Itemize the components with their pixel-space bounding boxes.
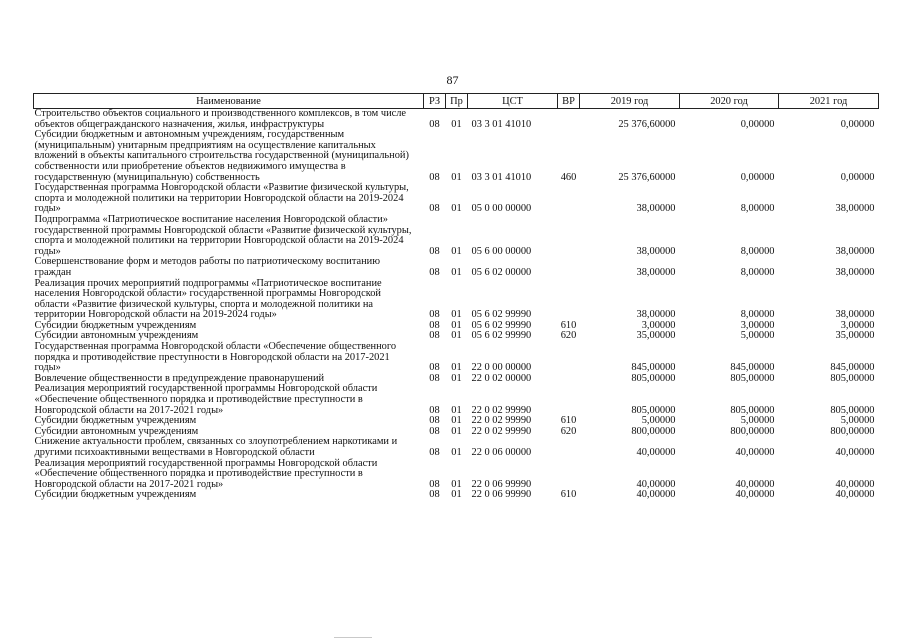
cell-2020: 5,00000 (740, 415, 775, 427)
cell-2019: 805,00000 (631, 372, 676, 384)
cell-2019: 38,00000 (636, 309, 676, 321)
cell-2019: 25 376,60000 (618, 171, 676, 183)
cell-vr (558, 183, 580, 215)
cell-2021: 0,00000 (840, 171, 875, 183)
cell-pr: 01 (451, 404, 462, 416)
cell-2021: 805,00000 (830, 372, 875, 384)
cell-2020: 40,00000 (735, 478, 775, 490)
cell-vr: 610 (560, 319, 577, 331)
cell-vr: 610 (560, 489, 577, 501)
cell-rz: 08 (429, 362, 440, 374)
cell-2021: 40,00000 (835, 447, 875, 458)
table-row (34, 459, 879, 491)
cell-name: Вовлечение общественности в предупреждение правонарушений (34, 372, 325, 384)
cell-cst: 03 3 01 41010 (471, 171, 532, 183)
cell-vr (558, 279, 580, 321)
page-number: 87 (446, 73, 459, 87)
cell-rz: 08 (429, 404, 440, 416)
header-pr: Пр (446, 94, 468, 109)
table-header-row (34, 94, 879, 109)
cell-cst: 22 0 06 99990 (471, 489, 532, 501)
cell-rz: 08 (429, 415, 440, 427)
cell-2019: 38,00000 (636, 203, 676, 215)
cell-2020: 40,00000 (735, 447, 775, 458)
cell-2021: 845,00000 (830, 362, 875, 374)
cell-rz: 08 (429, 171, 440, 183)
scan-artifact (334, 637, 372, 638)
cell-2021: 38,00000 (835, 203, 875, 215)
cell-pr: 01 (451, 171, 462, 183)
header-2021: 2021 год (779, 94, 879, 109)
table-row (34, 183, 879, 215)
cell-2020: 0,00000 (740, 118, 775, 130)
cell-name: Субсидии бюджетным учреждениям (34, 319, 197, 331)
cell-2021: 40,00000 (835, 478, 875, 490)
cell-name: Субсидии автономным учреждениям (34, 425, 199, 437)
cell-pr: 01 (451, 203, 462, 215)
cell-cst: 05 0 00 00000 (471, 203, 532, 215)
header-2019: 2019 год (580, 94, 680, 109)
table-row (34, 257, 879, 278)
cell-2021: 3,00000 (840, 319, 875, 331)
cell-vr: 620 (560, 330, 577, 342)
cell-2021: 35,00000 (835, 330, 875, 342)
budget-table (33, 93, 879, 501)
table-row (34, 490, 879, 501)
header-vr: ВР (558, 94, 580, 109)
cell-name: Субсидии бюджетным и автономным учреждениям, государственным (муниципальным) унитарным предприятиям на осуществление капитальных вложений в объекты капитального строительства государственной (муниципальной) собственности или приобретение объектов недвижимого имущества в государственную (муниципальную) собственность (34, 129, 409, 183)
cell-cst: 22 0 02 99990 (471, 404, 532, 416)
cell-vr (558, 215, 580, 257)
cell-rz: 08 (429, 118, 440, 130)
cell-name: Подпрограмма «Патриотическое воспитание населения Новгородской области» государственной программы Новгородской области «Развитие физической культуры, спорта и молодежной политики на территории Новгородской области на 2019-2024 годы» (34, 213, 412, 257)
cell-2020: 3,00000 (740, 319, 775, 331)
cell-2020: 805,00000 (730, 404, 775, 416)
cell-name: Субсидии автономным учреждениям (34, 330, 199, 342)
cell-cst: 22 0 02 99990 (471, 425, 532, 437)
cell-cst: 22 0 06 00000 (471, 447, 532, 458)
cell-2020: 0,00000 (740, 171, 775, 183)
cell-name: Реализация мероприятий государственной программы Новгородской области «Обеспечение общественного порядка и противодействие преступности в Новгородской области на 2017-2021 годы» (34, 383, 378, 416)
cell-cst: 05 6 02 00000 (471, 266, 532, 278)
cell-2019: 40,00000 (636, 478, 676, 490)
cell-pr: 01 (451, 309, 462, 321)
budget-table-container (33, 93, 878, 501)
cell-2019: 35,00000 (636, 330, 676, 342)
table-row (34, 384, 879, 416)
cell-rz: 08 (429, 319, 440, 331)
cell-pr: 01 (451, 118, 462, 130)
cell-rz: 08 (429, 478, 440, 490)
cell-pr: 01 (451, 478, 462, 490)
cell-pr: 01 (451, 330, 462, 342)
cell-cst: 05 6 02 99990 (471, 309, 532, 321)
cell-vr (558, 342, 580, 374)
cell-vr (558, 109, 580, 131)
cell-2020: 805,00000 (730, 372, 775, 384)
cell-name: Снижение актуальности проблем, связанных со злоупотреблением наркотиками и другими психоактивными веществами в Новгородской области (34, 436, 398, 458)
cell-name: Государственная программа Новгородской области «Развитие физической культуры, спорта и молодежной политики на территории Новгородской области на 2019-2024 годы» (34, 182, 409, 215)
cell-pr: 01 (451, 266, 462, 278)
cell-2019: 40,00000 (636, 447, 676, 458)
cell-rz: 08 (429, 266, 440, 278)
cell-2021: 800,00000 (830, 425, 875, 437)
cell-2021: 805,00000 (830, 404, 875, 416)
cell-rz: 08 (429, 447, 440, 458)
table-body (34, 109, 879, 501)
cell-2020: 8,00000 (740, 203, 775, 215)
cell-cst: 03 3 01 41010 (471, 118, 532, 130)
cell-vr: 620 (560, 425, 577, 437)
cell-pr: 01 (451, 447, 462, 458)
cell-2019: 25 376,60000 (618, 118, 676, 130)
cell-2020: 8,00000 (740, 266, 775, 278)
cell-vr: 460 (560, 171, 577, 183)
cell-pr: 01 (451, 415, 462, 427)
cell-2019: 3,00000 (641, 319, 676, 331)
cell-rz: 08 (429, 425, 440, 437)
cell-cst: 22 0 06 99990 (471, 478, 532, 490)
cell-rz: 08 (429, 372, 440, 384)
cell-name: Совершенствование форм и методов работы по патриотическому воспитанию граждан (34, 256, 381, 278)
cell-rz: 08 (429, 245, 440, 257)
cell-rz: 08 (429, 203, 440, 215)
cell-rz: 08 (429, 489, 440, 501)
cell-2021: 38,00000 (835, 309, 875, 321)
cell-2019: 40,00000 (636, 489, 676, 501)
cell-vr (558, 437, 580, 458)
cell-2021: 5,00000 (840, 415, 875, 427)
cell-name: Государственная программа Новгородской области «Обеспечение общественного порядка и противодействие преступности в Новгородской области на 2017-2021 годы» (34, 341, 397, 374)
cell-vr (558, 459, 580, 491)
header-2020: 2020 год (680, 94, 779, 109)
cell-vr: 610 (560, 415, 577, 427)
table-row (34, 437, 879, 458)
cell-name: Реализация мероприятий государственной программы Новгородской области «Обеспечение общественного порядка и противодействие преступности в Новгородской области на 2017-2021 годы» (34, 457, 378, 490)
cell-2020: 845,00000 (730, 362, 775, 374)
table-row (34, 130, 879, 183)
cell-cst: 05 6 00 00000 (471, 245, 532, 257)
cell-vr (558, 257, 580, 278)
cell-cst: 22 0 02 99990 (471, 415, 532, 427)
cell-2020: 40,00000 (735, 489, 775, 501)
header-cst: ЦСТ (468, 94, 558, 109)
cell-2019: 38,00000 (636, 245, 676, 257)
table-row (34, 342, 879, 374)
cell-name: Реализация прочих мероприятий подпрограммы «Патриотическое воспитание населения Новгородской области» государственной программы Новгородской области «Развитие физической культуры, спорта и молодежной политики на территории Новгородской области на 2019-2024 годы» (34, 277, 382, 321)
cell-cst: 05 6 02 99990 (471, 330, 532, 342)
cell-2020: 5,00000 (740, 330, 775, 342)
cell-cst: 22 0 00 00000 (471, 362, 532, 374)
cell-pr: 01 (451, 362, 462, 374)
table-row (34, 279, 879, 321)
cell-2021: 40,00000 (835, 489, 875, 501)
cell-pr: 01 (451, 245, 462, 257)
cell-cst: 22 0 02 00000 (471, 372, 532, 384)
cell-cst: 05 6 02 99990 (471, 319, 532, 331)
cell-pr: 01 (451, 319, 462, 331)
cell-2020: 8,00000 (740, 309, 775, 321)
cell-pr: 01 (451, 372, 462, 384)
cell-2021: 0,00000 (840, 118, 875, 130)
cell-2019: 805,00000 (631, 404, 676, 416)
cell-vr (558, 374, 580, 385)
table-row (34, 109, 879, 131)
header-rz: РЗ (424, 94, 446, 109)
cell-rz: 08 (429, 309, 440, 321)
cell-2019: 38,00000 (636, 266, 676, 278)
cell-name: Строительство объектов социального и производственного комплексов, в том числе объектов общегражданского назначения, жилья, инфраструктуры (34, 108, 407, 130)
cell-2019: 5,00000 (641, 415, 676, 427)
table-row (34, 215, 879, 257)
cell-pr: 01 (451, 425, 462, 437)
cell-rz: 08 (429, 330, 440, 342)
cell-2021: 38,00000 (835, 266, 875, 278)
cell-name: Субсидии бюджетным учреждениям (34, 489, 197, 501)
cell-pr: 01 (451, 489, 462, 501)
cell-2019: 800,00000 (631, 425, 676, 437)
cell-2019: 845,00000 (631, 362, 676, 374)
header-name: Наименование (34, 94, 424, 109)
cell-2021: 38,00000 (835, 245, 875, 257)
cell-vr (558, 384, 580, 416)
cell-2020: 800,00000 (730, 425, 775, 437)
cell-name: Субсидии бюджетным учреждениям (34, 415, 197, 427)
cell-2020: 8,00000 (740, 245, 775, 257)
